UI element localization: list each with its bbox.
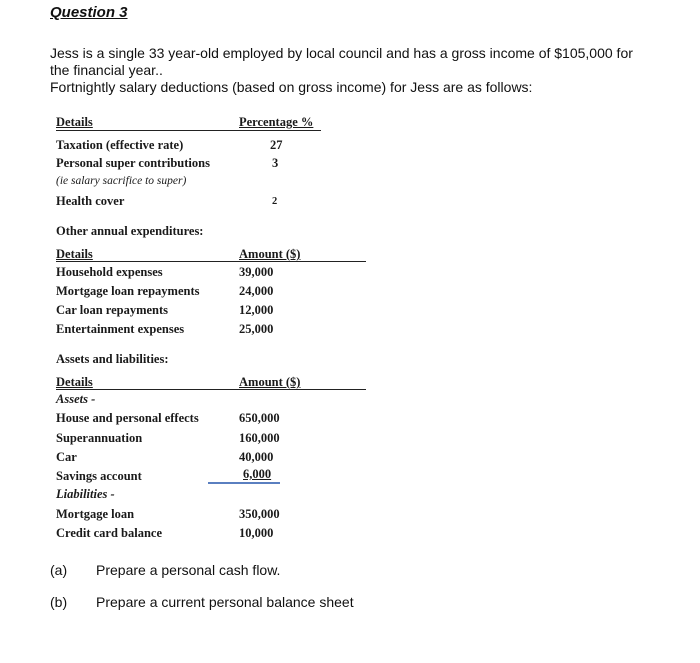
deduction-label: Health cover (56, 194, 125, 208)
asset-value: 40,000 (239, 450, 274, 464)
asset-label: Savings account (56, 469, 142, 483)
intro-line-1: Jess is a single 33 year-old employed by local council and has a gross income of $105,000 for (50, 45, 633, 61)
assets-header-rule (56, 389, 366, 390)
deductions-header-details: Details (56, 115, 93, 129)
expenditures-heading: Other annual expenditures: (56, 224, 204, 238)
asset-value: 6,000 (243, 467, 272, 481)
expenditures-header-amount: Amount ($) (239, 247, 301, 261)
assets-header-details: Details (56, 375, 93, 389)
expenditure-label: Mortgage loan repayments (56, 284, 200, 298)
expenditure-label: Household expenses (56, 265, 163, 279)
deduction-label: Taxation (effective rate) (56, 138, 184, 152)
subtotal-rule (208, 482, 280, 484)
deductions-header-percentage: Percentage % (239, 115, 314, 129)
asset-label: House and personal effects (56, 411, 199, 425)
liabilities-label: Liabilities - (56, 487, 115, 501)
question-title: Question 3 (50, 4, 128, 21)
expenditure-value: 24,000 (239, 284, 274, 298)
deductions-header-rule (56, 130, 321, 131)
expenditures-header-details: Details (56, 247, 93, 261)
intro-line-2: the financial year.. (50, 62, 163, 78)
deduction-label: (ie salary sacrifice to super) (56, 175, 187, 187)
expenditure-label: Entertainment expenses (56, 322, 185, 336)
liability-value: 10,000 (239, 526, 274, 540)
asset-value: 160,000 (239, 431, 280, 445)
intro-line-3: Fortnightly salary deductions (based on gross income) for Jess are as follows: (50, 79, 533, 95)
task-text: Prepare a current personal balance sheet (96, 594, 354, 610)
liability-label: Mortgage loan (56, 507, 135, 521)
deduction-value: 2 (272, 196, 278, 207)
expenditure-value: 25,000 (239, 322, 274, 336)
task-letter: (a) (50, 562, 68, 578)
expenditure-value: 12,000 (239, 303, 274, 317)
liability-value: 350,000 (239, 507, 280, 521)
expenditures-header-rule (56, 261, 366, 262)
expenditure-value: 39,000 (239, 265, 274, 279)
expenditure-label: Car loan repayments (56, 303, 169, 317)
assets-liabilities-heading: Assets and liabilities: (56, 352, 169, 366)
liability-label: Credit card balance (56, 526, 163, 540)
assets-header-amount: Amount ($) (239, 375, 301, 389)
deduction-value: 3 (272, 156, 279, 170)
task-text: Prepare a personal cash flow. (96, 562, 281, 578)
deduction-label: Personal super contributions (56, 156, 210, 170)
task-letter: (b) (50, 594, 68, 610)
asset-label: Superannuation (56, 431, 143, 445)
assets-label: Assets - (56, 392, 96, 406)
asset-value: 650,000 (239, 411, 280, 425)
deduction-value: 27 (270, 138, 283, 152)
asset-label: Car (56, 450, 77, 464)
